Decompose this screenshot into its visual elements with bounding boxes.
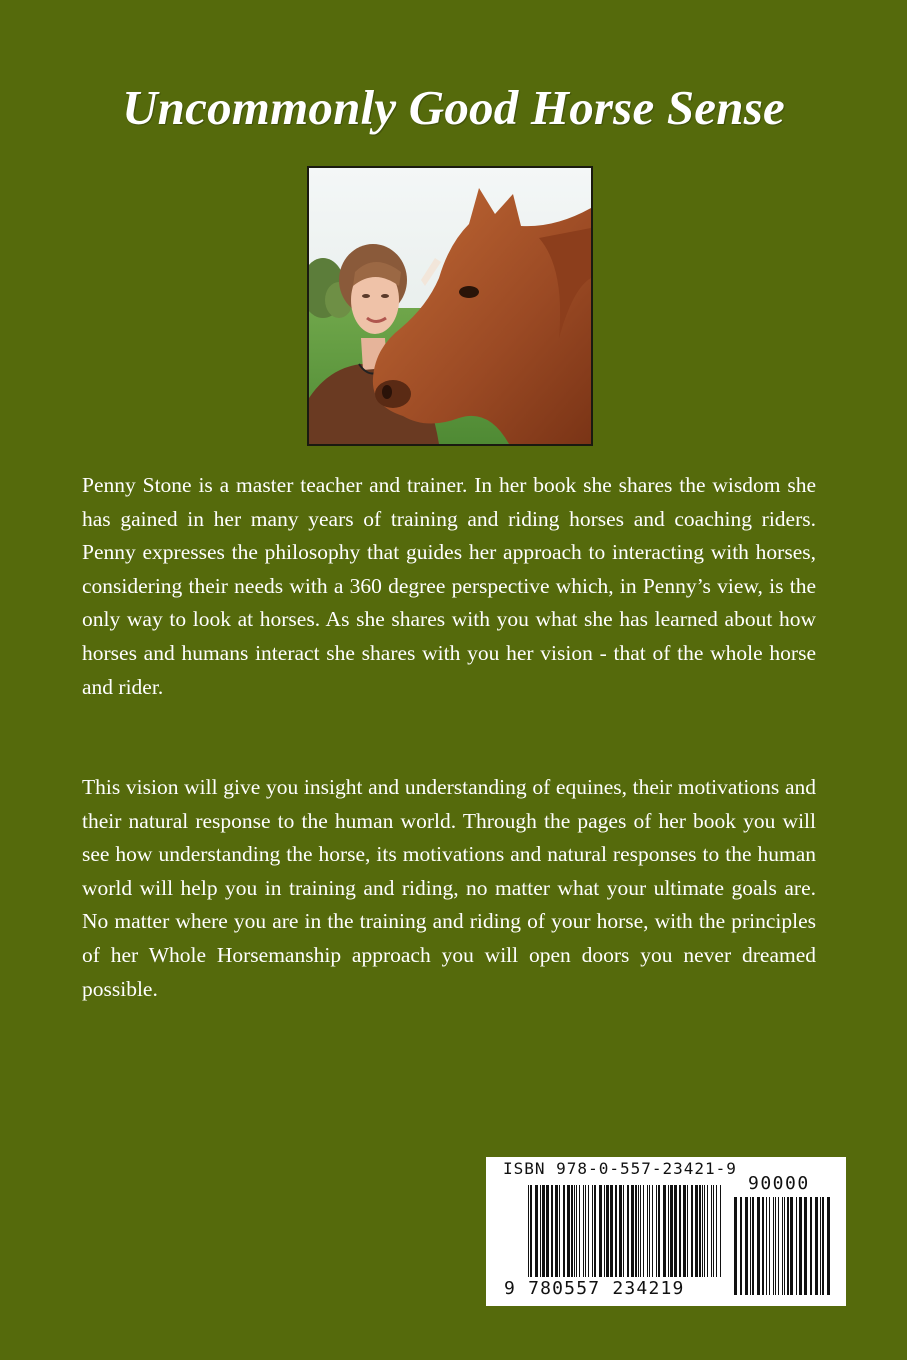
barcode-bar <box>704 1185 705 1277</box>
description-paragraph-1: Penny Stone is a master teacher and trainer. In her book she shares the wisdom she has gained in her many years of training and riding horses and coaching riders. Penny expresses the philosophy that guides her approach to interacting with horses, considering their needs with a 360 degree perspective which, in Penny’s view, is the only way to look at horses. As she shares with you what she has learned about how horses and humans interact she shares with you her vision - that of the whole horse and rider. <box>82 473 816 699</box>
barcode-bar <box>643 1185 644 1277</box>
barcode-bar <box>775 1197 776 1295</box>
barcode-bar <box>563 1185 565 1277</box>
barcode-bar <box>530 1185 532 1277</box>
barcode-bar <box>790 1197 793 1295</box>
barcode-bar <box>663 1185 666 1277</box>
barcode-bar <box>540 1185 541 1277</box>
barcode-bar <box>773 1197 774 1295</box>
barcode-bar <box>647 1185 648 1277</box>
barcode-bar <box>583 1185 584 1277</box>
barcode-bar <box>702 1185 703 1277</box>
barcode-bar <box>576 1185 577 1277</box>
barcode-bar <box>757 1197 760 1295</box>
barcode-bar <box>574 1185 575 1277</box>
barcode-bar <box>740 1197 742 1295</box>
barcode-bar <box>635 1185 637 1277</box>
barcode-bar <box>782 1197 783 1295</box>
barcode-bar <box>619 1185 622 1277</box>
barcode-bar <box>594 1185 596 1277</box>
barcode-bar <box>592 1185 593 1277</box>
author-photo <box>307 166 593 446</box>
barcode-bar <box>559 1185 560 1277</box>
barcode-bar <box>713 1185 714 1277</box>
barcode-bar <box>804 1197 807 1295</box>
description-paragraph-2: This vision will give you insight and understanding of equines, their motivations and their natural response to the human world. Through the pages of her book you will see how understanding the horse, its motivations and natural responses to the human world will help you in training and riding, no matter what your ultimate goals are. No matter where you are in the training and riding of your horse, with the principles of her Whole Horsemanship approach you will open doors you never dreamed possible. <box>82 775 816 1001</box>
barcode-bar <box>810 1197 812 1295</box>
barcode-bar <box>674 1185 677 1277</box>
barcode-bar <box>610 1185 613 1277</box>
barcode-bar <box>535 1185 538 1277</box>
barcode-bar <box>658 1185 660 1277</box>
barcode-bar <box>546 1185 549 1277</box>
barcode-bar <box>640 1185 641 1277</box>
barcode-bar <box>787 1197 789 1295</box>
barcode-bar <box>750 1197 751 1295</box>
barcode-bar <box>668 1185 669 1277</box>
barcode-bar <box>720 1185 721 1277</box>
barcode-bar <box>567 1185 570 1277</box>
barcode-bar <box>627 1185 629 1277</box>
barcode-bar <box>656 1185 657 1277</box>
book-title: Uncommonly Good Horse Sense <box>122 80 785 135</box>
barcode-bar <box>711 1185 712 1277</box>
barcode-bar <box>670 1185 673 1277</box>
ean-digits: 9 780557 234219 <box>504 1278 685 1299</box>
barcode-bar <box>691 1185 693 1277</box>
barcode-bar <box>815 1197 818 1295</box>
barcode-bar <box>585 1185 586 1277</box>
barcode-bar <box>555 1185 558 1277</box>
barcode-bar <box>623 1185 624 1277</box>
barcode-bar <box>796 1197 797 1295</box>
barcode-bar <box>528 1185 529 1277</box>
isbn-barcode <box>486 1157 846 1306</box>
barcode-bar <box>649 1185 650 1277</box>
barcode-bar <box>687 1185 688 1277</box>
barcode-bar <box>551 1185 553 1277</box>
barcode-bar <box>707 1185 708 1277</box>
barcode-bar <box>699 1185 701 1277</box>
barcode-bar <box>631 1185 634 1277</box>
barcode-bar <box>784 1197 785 1295</box>
barcode-bar <box>615 1185 617 1277</box>
barcode-bar <box>695 1185 698 1277</box>
barcode-bar <box>745 1197 748 1295</box>
barcode-bar <box>588 1185 589 1277</box>
barcode-bar <box>571 1185 573 1277</box>
barcode-bar <box>734 1197 737 1295</box>
barcode-bar <box>652 1185 653 1277</box>
isbn-label: ISBN 978-0-557-23421-9 <box>503 1159 737 1178</box>
barcode-bar <box>679 1185 681 1277</box>
barcode-bar <box>820 1197 821 1295</box>
barcode-bar <box>542 1185 545 1277</box>
barcode-bar <box>769 1197 770 1295</box>
barcode-bar <box>604 1185 605 1277</box>
addon-digits: 90000 <box>748 1173 810 1194</box>
barcode-bar <box>799 1197 802 1295</box>
barcode-bar <box>766 1197 767 1295</box>
barcode-bar <box>638 1185 639 1277</box>
barcode-bar <box>579 1185 580 1277</box>
barcode-bar <box>606 1185 609 1277</box>
barcode-bar <box>778 1197 779 1295</box>
barcode-bar <box>762 1197 764 1295</box>
barcode-bar <box>752 1197 754 1295</box>
barcode-bar <box>822 1197 824 1295</box>
barcode-bar <box>827 1197 830 1295</box>
barcode-bar <box>716 1185 717 1277</box>
barcode-bar <box>683 1185 686 1277</box>
barcode-bar <box>599 1185 602 1277</box>
